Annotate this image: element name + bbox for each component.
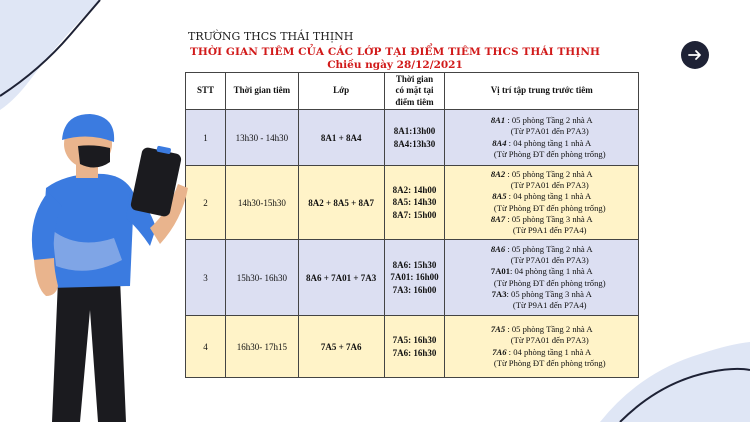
location-text: : 05 phòng Tầng 3 nhà A — [505, 213, 593, 224]
location-class-code: 8A6 — [490, 243, 506, 254]
location-range: (Từ Phòng ĐT đến phòng trống) — [493, 357, 606, 368]
location-text: : 04 phòng tầng 1 nhà A — [506, 191, 592, 202]
present-time: 7A5: 16h30 — [392, 335, 437, 346]
location-text: : 04 phòng tầng 1 nhà A — [510, 266, 593, 277]
present-time: 8A5: 14h30 — [392, 197, 437, 208]
table-row — [186, 166, 639, 240]
cell-time: 14h30-15h30 — [225, 166, 298, 240]
cell-class: 8A2 + 8A5 + 8A7 — [298, 166, 384, 240]
nurse-illustration — [18, 110, 198, 422]
table-row — [186, 110, 639, 166]
header-present — [384, 73, 445, 110]
cell-stt: 4 — [186, 316, 226, 378]
location-text: : 05 phòng Tầng 2 nhà A — [505, 243, 593, 254]
location-range: (Từ Phòng ĐT đến phòng trống) — [493, 148, 606, 159]
location-class-code: 8A4 — [492, 137, 507, 148]
location-range: (Từ P9A1 đến P7A4) — [512, 224, 587, 235]
location-entry — [448, 324, 635, 335]
location-range: (Từ P7A01 đến P7A3) — [510, 180, 589, 191]
table-row — [186, 316, 639, 378]
cell-present — [384, 110, 445, 166]
cell-present — [384, 166, 445, 240]
location-class-code: 7A3 — [491, 288, 507, 299]
header-stt: STT — [186, 73, 226, 110]
present-time: 8A4:13h30 — [393, 138, 436, 149]
present-time: 8A6: 15h30 — [392, 260, 437, 271]
location-text: : 05 phòng Tầng 2 nhà A — [505, 115, 593, 126]
cell-stt: 3 — [186, 240, 226, 316]
location-class-code: 7A6 — [492, 346, 507, 357]
table-header-row — [186, 73, 639, 110]
header-present-line3: điểm tiêm — [395, 96, 434, 107]
present-time: 8A7: 15h00 — [392, 209, 437, 220]
location-range: (Từ Phòng ĐT đến phòng trống) — [493, 277, 606, 288]
location-text: : 05 phòng Tầng 2 nhà A — [505, 168, 593, 179]
present-time: 8A1:13h00 — [393, 126, 436, 137]
header-class: Lớp — [298, 73, 384, 110]
location-range: (Từ P7A01 đến P7A3) — [510, 255, 589, 266]
cell-location — [445, 316, 639, 378]
cell-class: 7A5 + 7A6 — [298, 316, 384, 378]
location-entry — [448, 244, 635, 255]
location-class-code: 8A2 — [490, 168, 506, 179]
header-present-line1: Thời gian — [395, 74, 434, 85]
location-class-code: 7A5 — [490, 324, 506, 335]
present-time: 7A01: 16h00 — [390, 272, 439, 283]
schedule-table — [185, 72, 639, 378]
location-class-code: 8A1 — [490, 115, 506, 126]
cell-time: 16h30- 17h15 — [225, 316, 298, 378]
page-title: THỜI GIAN TIÊM CỦA CÁC LỚP TẠI ĐIỂM TIÊM THCS THÁI THỊNH — [189, 46, 601, 58]
location-range: (Từ P7A01 đến P7A3) — [510, 126, 589, 137]
cell-location — [445, 166, 639, 240]
header-present-line2: có mặt tại — [395, 85, 434, 96]
cell-present — [384, 240, 445, 316]
location-text: : 05 phòng Tầng 2 nhà A — [505, 324, 593, 335]
arrow-right-icon — [687, 47, 703, 63]
location-range: (Từ Phòng ĐT đến phòng trống) — [493, 202, 606, 213]
cell-class: 8A1 + 8A4 — [298, 110, 384, 166]
cell-stt: 2 — [186, 166, 226, 240]
cell-time: 13h30 - 14h30 — [225, 110, 298, 166]
school-name: TRƯỜNG THCS THÁI THỊNH — [188, 30, 354, 43]
location-entry — [448, 214, 635, 225]
location-entry — [448, 138, 635, 149]
location-entry — [448, 266, 635, 277]
present-time: 7A6: 16h30 — [392, 347, 437, 358]
table-row — [186, 240, 639, 316]
location-text: : 04 phòng tầng 1 nhà A — [506, 137, 592, 148]
cell-stt: 1 — [186, 110, 226, 166]
location-range: (Từ P9A1 đến P7A4) — [512, 299, 587, 310]
location-entry — [448, 347, 635, 358]
location-entry — [448, 191, 635, 202]
present-time: 7A3: 16h00 — [392, 284, 437, 295]
cell-location — [445, 110, 639, 166]
top-left-decoration — [0, 0, 140, 120]
cell-time: 15h30- 16h30 — [225, 240, 298, 316]
location-entry — [448, 169, 635, 180]
location-text: : 04 phòng tầng 1 nhà A — [506, 346, 592, 357]
location-class-code: 8A5 — [492, 191, 507, 202]
location-class-code: 8A7 — [490, 213, 506, 224]
page-subtitle: Chiều ngày 28/12/2021 — [327, 59, 463, 71]
header-location: Vị trí tập trung trước tiêm — [445, 73, 639, 110]
cell-location — [445, 240, 639, 316]
cell-present — [384, 316, 445, 378]
header-time: Thời gian tiêm — [225, 73, 298, 110]
location-range: (Từ P7A01 đến P7A3) — [510, 335, 589, 346]
cell-class: 8A6 + 7A01 + 7A3 — [298, 240, 384, 316]
next-slide-button[interactable] — [681, 41, 709, 69]
location-entry — [448, 115, 635, 126]
location-text: : 05 phòng Tầng 3 nhà A — [506, 288, 592, 299]
location-class-code: 7A01 — [490, 266, 510, 277]
location-entry — [448, 289, 635, 300]
present-time: 8A2: 14h00 — [392, 185, 437, 196]
